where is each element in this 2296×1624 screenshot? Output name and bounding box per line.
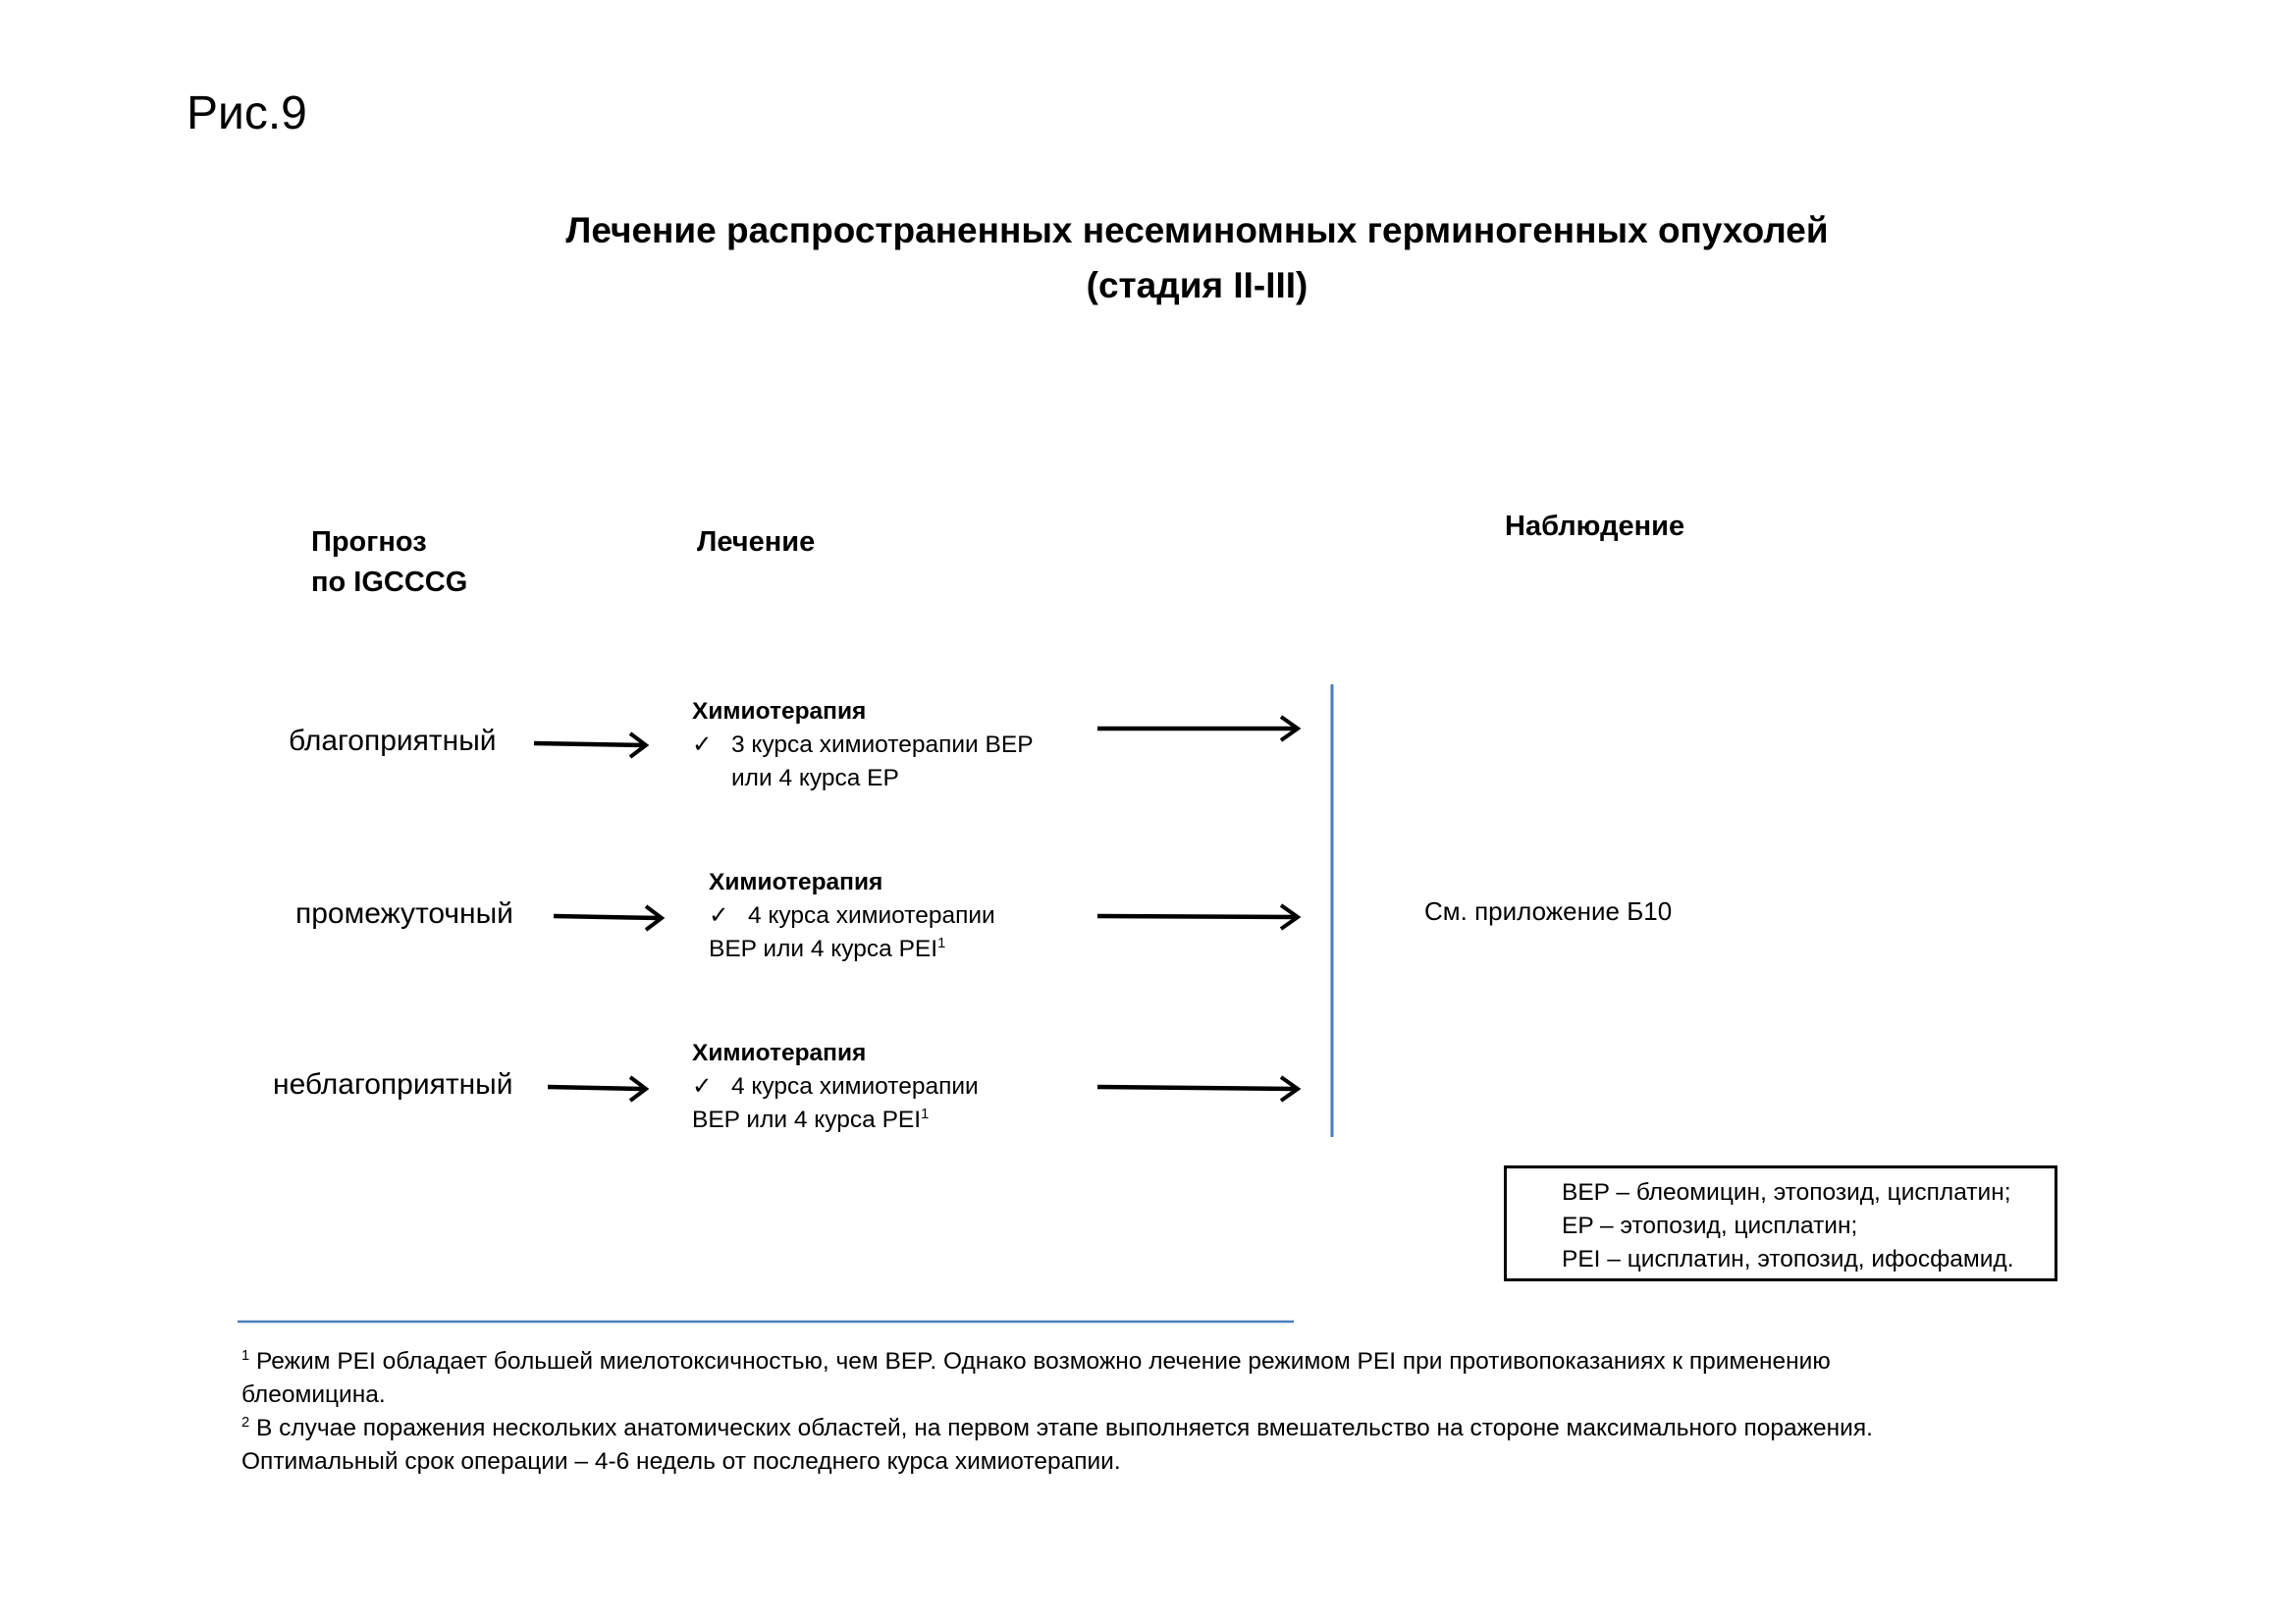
footnote-ref: 1 [937, 935, 946, 951]
arrow-prognosis-to-treatment-2 [554, 916, 660, 918]
footnote-mark: 1 [241, 1347, 250, 1364]
title-line-2: (стадия II-III) [1086, 265, 1308, 305]
figure-label: Рис.9 [187, 87, 307, 139]
prognosis-unfavorable: неблагоприятный [273, 1068, 513, 1101]
legend-item: PEI – цисплатин, этопозид, ифосфамид. [1562, 1246, 2014, 1272]
footnote-2 [241, 1412, 1891, 1479]
check-icon: ✓ [692, 731, 713, 758]
arrow-prognosis-to-treatment-1 [534, 743, 643, 745]
footnote-1 [241, 1345, 1891, 1412]
treatment-header: Лечение [697, 526, 816, 558]
treatment-line-2: BEP или 4 курса PEI [709, 936, 938, 962]
prognosis-intermediate: промежуточный [295, 897, 513, 930]
title-line-1: Лечение распространенных несеминомных герминогенных опухолей [565, 210, 1829, 250]
check-icon: ✓ [692, 1073, 713, 1100]
check-icon: ✓ [709, 902, 729, 929]
prognosis-favorable: благоприятный [289, 725, 497, 757]
treatment-title: Химиотерапия [692, 698, 867, 725]
observation-header: Наблюдение [1505, 511, 1685, 542]
footnote-ref: 1 [921, 1106, 930, 1122]
arrow-prognosis-to-treatment-3 [548, 1087, 643, 1089]
footnotes [241, 1345, 1891, 1479]
arrow-treatment-to-observation-3 [1097, 1087, 1296, 1089]
treatment-title: Химиотерапия [692, 1040, 867, 1066]
treatment-line-1: 3 курса химиотерапии BEP [731, 731, 1034, 758]
treatment-line-1: 4 курса химиотерапии [748, 902, 995, 929]
prognosis-header-line-2: по IGCCCG [311, 567, 468, 598]
treatment-line-1: 4 курса химиотерапии [731, 1073, 979, 1100]
footnote-text: В случае поражения нескольких анатомических областей, на первом этапе выполняется вмешательство на стороне максимального поражения. Оптимальный срок операции – 4-6 недель от последнего курса химиотерапии. [241, 1415, 1873, 1475]
treatment-line-2: или 4 курса EP [731, 765, 899, 791]
footnote-text: Режим PEI обладает большей миелотоксичностью, чем BEP. Однако возможно лечение режимом PEI при противопоказаниях к применению блеомицина. [241, 1348, 1831, 1408]
observation-text: См. приложение Б10 [1424, 896, 1673, 926]
prognosis-header-line-1: Прогноз [311, 526, 427, 558]
legend-item: EP – этопозид, цисплатин; [1562, 1213, 1858, 1239]
legend-item: BEP – блеомицин, этопозид, цисплатин; [1562, 1179, 2011, 1206]
footnote-mark: 2 [241, 1414, 250, 1431]
treatment-title: Химиотерапия [709, 869, 883, 895]
arrow-treatment-to-observation-2 [1097, 916, 1296, 917]
abbreviation-legend [1504, 1165, 2057, 1281]
treatment-line-2: BEP или 4 курса PEI [692, 1107, 922, 1133]
